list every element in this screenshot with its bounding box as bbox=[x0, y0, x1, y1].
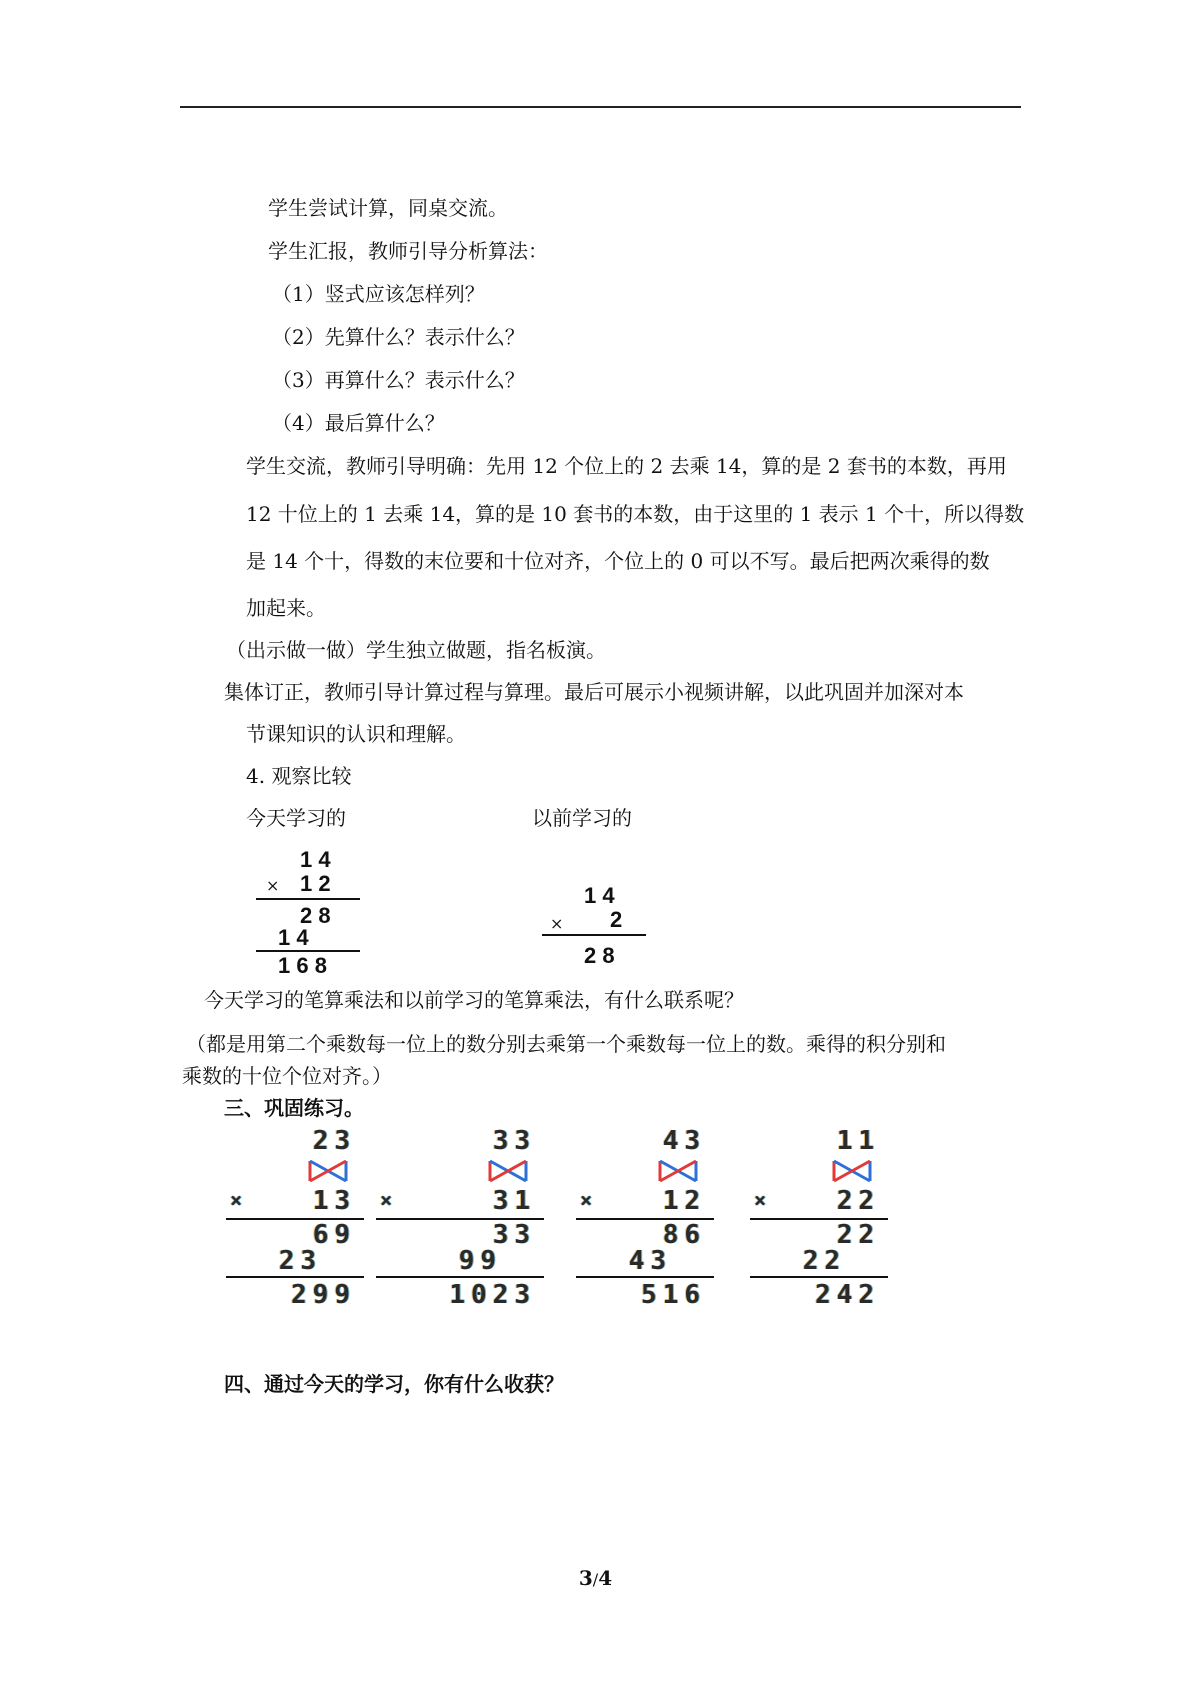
paragraph-line: 12 十位上的 1 去乘 14，算的是 10 套书的本数，由于这里的 1 表示 1 个十，所以得数 bbox=[246, 502, 1025, 526]
practice-multiplicand: 23 bbox=[312, 1126, 356, 1156]
answer-line: 乘数的十位个位对齐。） bbox=[182, 1064, 392, 1088]
calc-line bbox=[542, 934, 646, 936]
text-line: 学生汇报，教师引导分析算法： bbox=[268, 239, 548, 263]
practice-result: 242 bbox=[815, 1280, 880, 1310]
practice-partial-1: 33 bbox=[492, 1220, 536, 1250]
practice-partial-1: 22 bbox=[836, 1220, 880, 1250]
calc-line bbox=[376, 1276, 544, 1278]
calc-before-multiplicand: 1 4 bbox=[584, 883, 615, 908]
paragraph-line: 是 14 个十，得数的末位要和十位对齐，个位上的 0 可以不写。最后把两次乘得的数 bbox=[246, 549, 990, 573]
calc-before-multiplier: 2 bbox=[610, 907, 623, 932]
page-total: 4 bbox=[598, 1566, 613, 1590]
calc-today-result: 1 6 8 bbox=[278, 953, 327, 978]
page-number bbox=[0, 1566, 1191, 1590]
times-sign: × bbox=[754, 1188, 773, 1212]
practice-multiplier: 31 bbox=[492, 1186, 536, 1216]
practice-partial-2: 99 bbox=[458, 1246, 502, 1276]
practice-partial-1: 86 bbox=[662, 1220, 706, 1250]
calc-today-multiplier: 1 2 bbox=[300, 871, 331, 896]
practice-multiplicand: 33 bbox=[492, 1126, 536, 1156]
paragraph-line: 学生交流，教师引导明确：先用 12 个位上的 2 去乘 14，算的是 2 套书的本数，再用 bbox=[246, 454, 1007, 478]
calc-today-multiplicand: 1 4 bbox=[300, 847, 331, 872]
calc-line bbox=[256, 898, 360, 900]
label-before: 以前学习的 bbox=[532, 806, 632, 830]
calc-line bbox=[226, 1276, 364, 1278]
times-sign: × bbox=[580, 1188, 599, 1212]
practice-partial-2: 23 bbox=[278, 1246, 322, 1276]
calc-line bbox=[576, 1276, 714, 1278]
calc-line bbox=[750, 1276, 888, 1278]
paragraph-line: （出示做一做）学生独立做题，指名板演。 bbox=[226, 638, 606, 662]
times-sign: × bbox=[266, 876, 280, 895]
practice-multiplicand: 43 bbox=[662, 1126, 706, 1156]
question-2: （2）先算什么？表示什么？ bbox=[272, 325, 525, 349]
practice-result: 516 bbox=[641, 1280, 706, 1310]
cross-multiply-icon bbox=[656, 1158, 700, 1184]
times-sign: × bbox=[550, 914, 564, 933]
calc-today-partial-2: 1 4 bbox=[278, 925, 309, 950]
question-5: 今天学习的笔算乘法和以前学习的笔算乘法，有什么联系呢？ bbox=[204, 988, 744, 1012]
times-sign: × bbox=[380, 1188, 399, 1212]
cross-multiply-icon bbox=[486, 1158, 530, 1184]
practice-partial-1: 69 bbox=[312, 1220, 356, 1250]
header-rule bbox=[180, 106, 1021, 108]
times-sign: × bbox=[230, 1188, 249, 1212]
paragraph-line: 节课知识的认识和理解。 bbox=[246, 722, 466, 746]
practice-multiplier: 12 bbox=[662, 1186, 706, 1216]
calc-today-partial-1: 2 8 bbox=[300, 903, 331, 928]
answer-line: （都是用第二个乘数每一位上的数分别去乘第一个乘数每一位上的数。乘得的积分别和 bbox=[186, 1032, 946, 1056]
question-1: （1）竖式应该怎样列？ bbox=[272, 282, 485, 306]
text-line: 学生尝试计算，同桌交流。 bbox=[268, 196, 508, 220]
cross-multiply-icon bbox=[306, 1158, 350, 1184]
practice-partial-2: 43 bbox=[628, 1246, 672, 1276]
section-heading-4: 4. 观察比较 bbox=[246, 764, 352, 788]
cross-multiply-icon bbox=[830, 1158, 874, 1184]
page-sep: / bbox=[592, 1570, 599, 1589]
practice-partial-2: 22 bbox=[802, 1246, 846, 1276]
question-4: （4）最后算什么？ bbox=[272, 411, 445, 435]
practice-multiplier: 22 bbox=[836, 1186, 880, 1216]
calc-before-result: 2 8 bbox=[584, 943, 615, 968]
practice-multiplier: 13 bbox=[312, 1186, 356, 1216]
practice-multiplicand: 11 bbox=[836, 1126, 880, 1156]
section-heading-3: 三、巩固练习。 bbox=[224, 1096, 364, 1120]
section-heading-sec4: 四、通过今天的学习，你有什么收获？ bbox=[224, 1372, 564, 1396]
paragraph-line: 加起来。 bbox=[246, 596, 326, 620]
page-current: 3 bbox=[578, 1566, 593, 1590]
paragraph-line: 集体订正，教师引导计算过程与算理。最后可展示小视频讲解，以此巩固并加深对本 bbox=[224, 680, 964, 704]
practice-result: 299 bbox=[291, 1280, 356, 1310]
practice-result: 1023 bbox=[449, 1280, 536, 1310]
question-3: （3）再算什么？表示什么？ bbox=[272, 368, 525, 392]
label-today: 今天学习的 bbox=[246, 806, 346, 830]
